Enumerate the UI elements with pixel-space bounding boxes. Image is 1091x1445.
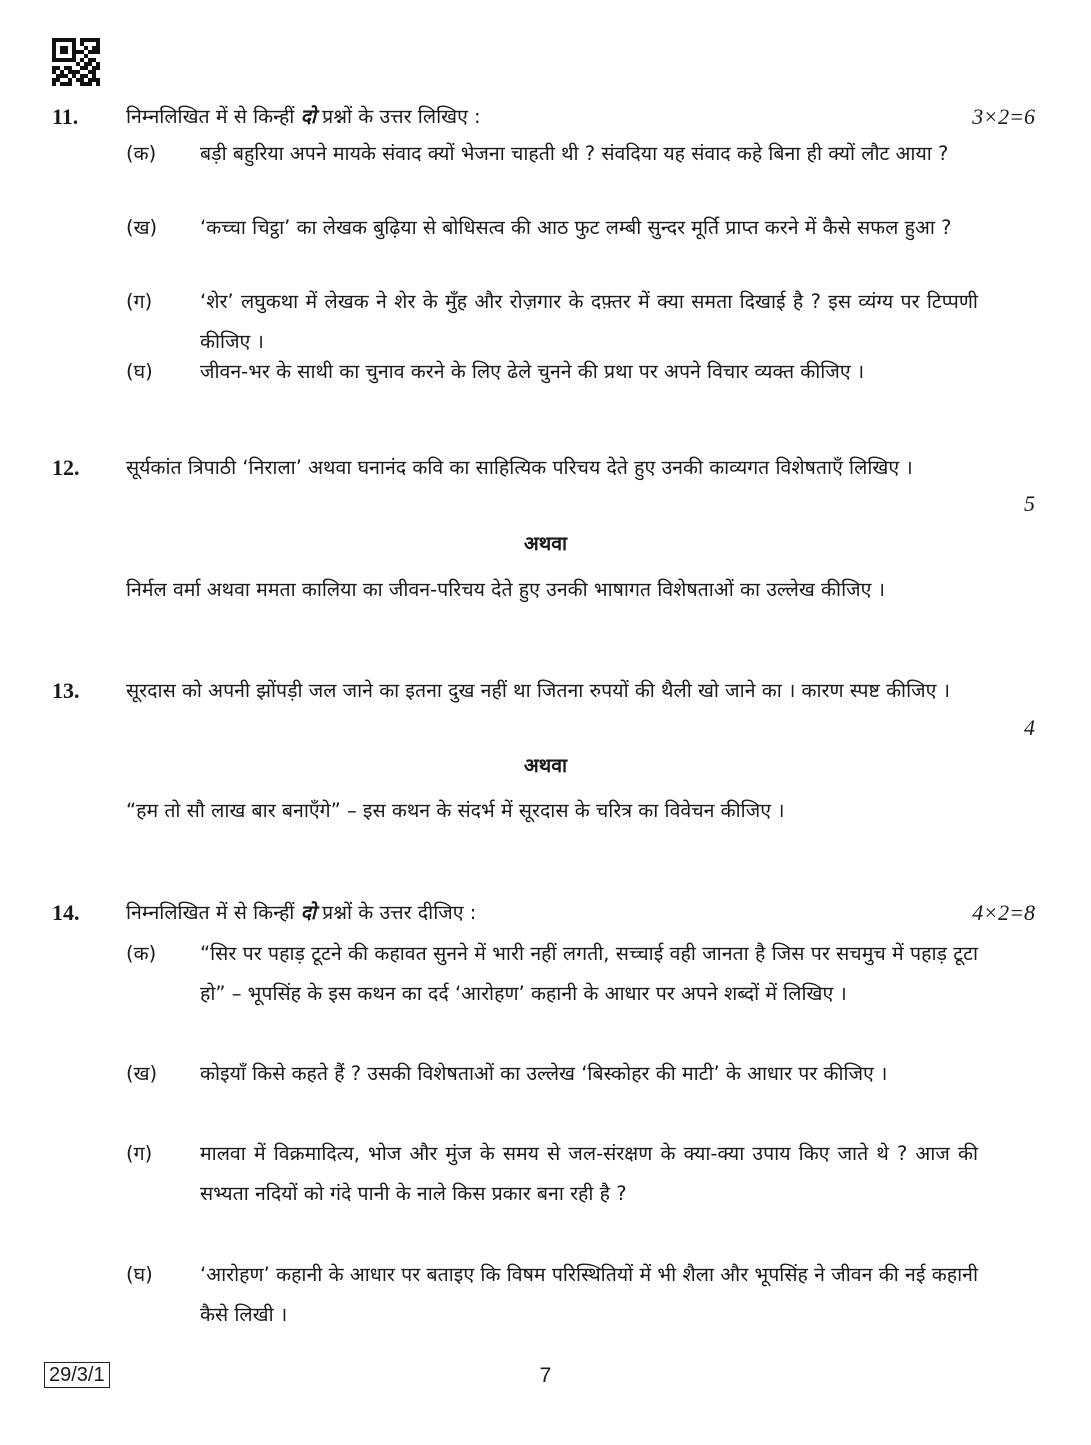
question-number: 14. xyxy=(52,900,80,925)
question-number: 12. xyxy=(52,455,80,480)
alternative-question: “हम तो सौ लाख बार बनाएँगे” – इस कथन के संदर्भ में सूरदास के चरित्र का विवेचन कीजिए । xyxy=(126,799,785,822)
marks: 3×2=6 xyxy=(972,104,1035,129)
question-text: सूरदास को अपनी झोंपड़ी जल जाने का इतना दुख नहीं था जितना रुपयों की थैली खो जाने का । कारण स्पष्ट कीजिए । xyxy=(126,679,950,702)
part-label: (ग) xyxy=(126,1142,153,1165)
marks: 4 xyxy=(1024,715,1035,740)
marks: 5 xyxy=(1024,491,1035,516)
part-text: ‘आरोहण’ कहानी के आधार पर बताइए कि विषम परिस्थितियों में भी शैला और भूपसिंह ने जीवन की नई कहानी कैसे लिखी । xyxy=(200,1263,978,1326)
marks: 4×2=8 xyxy=(972,900,1035,925)
qr-code xyxy=(52,38,100,86)
part-text: जीवन-भर के साथी का चुनाव करने के लिए ढेले चुनने की प्रथा पर अपने विचार व्यक्त कीजिए । xyxy=(200,360,865,383)
part-text: कोइयाँ किसे कहते हैं ? उसकी विशेषताओं का उल्लेख ‘बिस्कोहर की माटी’ के आधार पर कीजिए । xyxy=(200,1062,888,1085)
part-label: (ख) xyxy=(126,216,158,239)
part-label: (घ) xyxy=(126,1263,153,1286)
question-prompt: निम्नलिखित में से किन्हीं दो प्रश्नों के उत्तर दीजिए : xyxy=(126,901,477,924)
question-prompt: निम्नलिखित में से किन्हीं दो प्रश्नों के उत्तर लिखिए : xyxy=(126,105,481,128)
question-number: 11. xyxy=(52,104,79,129)
question-text: सूर्यकांत त्रिपाठी ‘निराला’ अथवा घनानंद कवि का साहित्यिक परिचय देते हुए उनकी काव्यगत विशेषताएँ लिखिए । xyxy=(126,456,913,479)
or-label: अथवा xyxy=(523,754,568,777)
part-label: (ख) xyxy=(126,1062,158,1085)
part-label: (ग) xyxy=(126,290,153,313)
part-text: बड़ी बहुरिया अपने मायके संवाद क्यों भेजना चाहती थी ? संवदिया यह संवाद कहे बिना ही क्यों लौट आया ? xyxy=(200,142,949,165)
part-text: ‘कच्चा चिट्ठा’ का लेखक बुढ़िया से बोधिसत्व की आठ फुट लम्बी सुन्दर मूर्ति प्राप्त करने में कैसे सफल हुआ ? xyxy=(200,216,952,239)
part-label: (क) xyxy=(126,142,157,165)
part-text: “सिर पर पहाड़ टूटने की कहावत सुनने में भारी नहीं लगती, सच्चाई वही जानता है जिस पर सचमुच में पहाड़ टूटा हो” – भूपसिंह के इस कथन का दर्द ‘आरोहण’ कहानी के आधार पर अपने शब्दों में लिखिए । xyxy=(200,942,978,1005)
or-label: अथवा xyxy=(523,532,568,555)
paper-code-text: 29/3/1 xyxy=(49,1364,105,1386)
question-number: 13. xyxy=(52,678,80,703)
part-text: मालवा में विक्रमादित्य, भोज और मुंज के समय से जल-संरक्षण के क्या-क्या उपाय किए जाते थे ? आज की सभ्यता नदियों को गंदे पानी के नाले किस प्रकार बना रही है ? xyxy=(200,1142,978,1205)
alternative-question: निर्मल वर्मा अथवा ममता कालिया का जीवन-परिचय देते हुए उनकी भाषागत विशेषताओं का उल्लेख कीजिए । xyxy=(126,578,885,601)
page-number: 7 xyxy=(539,1364,552,1387)
part-text: ‘शेर’ लघुकथा में लेखक ने शेर के मुँह और रोज़गार के दफ़्तर में क्या समता दिखाई है ? इस व्यंग्य पर टिप्पणी कीजिए । xyxy=(200,290,978,353)
part-label: (घ) xyxy=(126,360,153,383)
part-label: (क) xyxy=(126,942,157,965)
